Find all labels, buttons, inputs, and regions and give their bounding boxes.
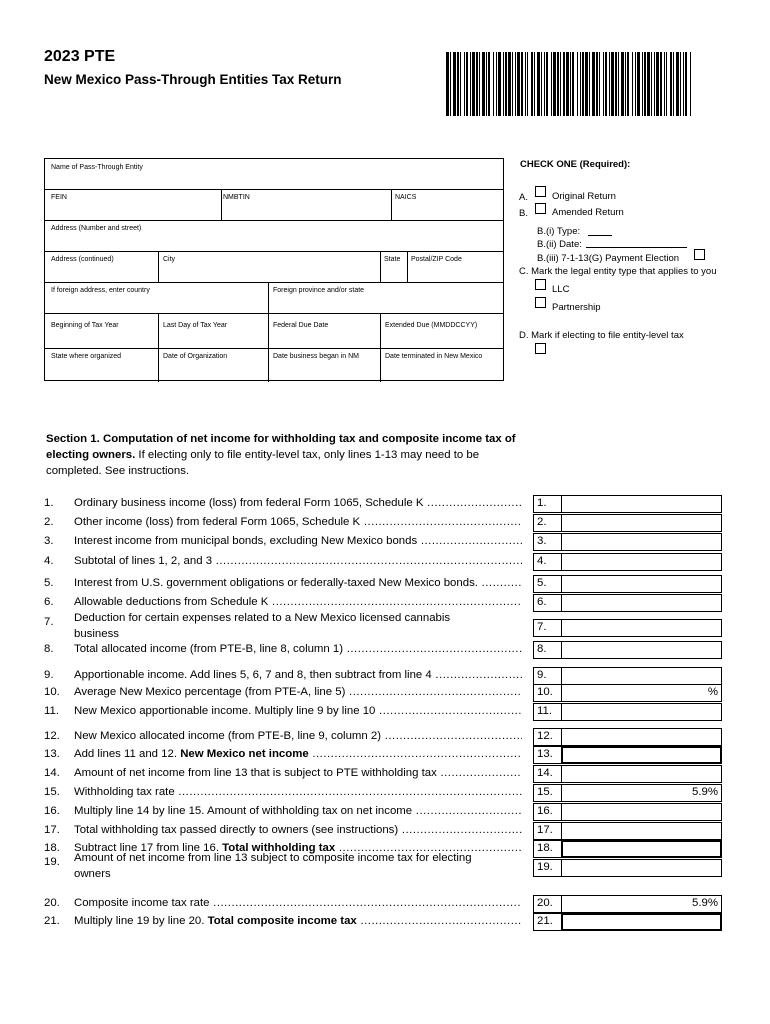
- barcode-bar: [683, 52, 684, 116]
- line-text: Apportionable income. Add lines 5, 6, 7 and 8, then subtract from line 4: [74, 669, 432, 681]
- line-text: Interest from U.S. government obligations or federally-taxed New Mexico bonds.: [74, 577, 478, 589]
- amended-date-field[interactable]: [586, 238, 687, 248]
- line-box-number: 15.: [533, 784, 562, 802]
- barcode-bar: [585, 52, 588, 116]
- line-description: [74, 705, 522, 717]
- line-number: 14.: [44, 767, 60, 779]
- line-box-number: 6.: [533, 594, 562, 612]
- llc-label: LLC: [552, 284, 570, 295]
- line-text: Amount of net income from line 13 subject to composite income tax for electing: [74, 852, 472, 864]
- barcode-bar: [476, 52, 478, 116]
- barcode-bar: [627, 52, 629, 116]
- barcode-bar: [486, 52, 487, 116]
- line-text: Ordinary business income (loss) from federal Form 1065, Schedule K: [74, 497, 424, 509]
- line-text: Deduction for certain expenses related to a New Mexico licensed cannabis: [74, 612, 451, 624]
- date-terminated-field[interactable]: Date terminated in New Mexico: [385, 353, 483, 360]
- state-field[interactable]: State: [384, 256, 401, 263]
- line-number: 2.: [44, 516, 54, 528]
- barcode-bar: [654, 52, 655, 116]
- barcode-bar: [690, 52, 691, 116]
- barcode-bar: [525, 52, 526, 116]
- barcode-bar: [482, 52, 485, 116]
- line-text: Average New Mexico percentage (from PTE-A, line 5): [74, 686, 346, 698]
- line-amount-field[interactable]: [561, 840, 722, 858]
- payment-election-checkbox[interactable]: [694, 249, 705, 260]
- address-field[interactable]: Address (Number and street): [51, 225, 142, 232]
- barcode-bar: [664, 52, 665, 116]
- line-box-number: 8.: [533, 641, 562, 659]
- line-text: Withholding tax rate: [74, 786, 175, 798]
- line-box-number: 14.: [533, 765, 562, 783]
- barcode-bar: [531, 52, 533, 116]
- barcode-bar: [460, 52, 461, 116]
- line-text: Total withholding tax passed directly to owners (see instructions): [74, 824, 399, 836]
- barcode-bar: [599, 52, 600, 116]
- line-amount-field[interactable]: 5.9%: [561, 784, 722, 802]
- naics-field[interactable]: NAICS: [395, 194, 417, 201]
- line-number: 1.: [44, 497, 54, 509]
- line-box-number: 11.: [533, 703, 562, 721]
- zip-field[interactable]: Postal/ZIP Code: [411, 256, 462, 263]
- barcode-bar: [589, 52, 590, 116]
- barcode-bar: [618, 52, 619, 116]
- barcode-bar: [566, 52, 569, 116]
- barcode-bar: [493, 52, 494, 116]
- line-text-bold: New Mexico net income: [180, 748, 309, 760]
- line-box-number: 9.: [533, 667, 562, 685]
- amended-return-label: Amended Return: [552, 207, 624, 218]
- line-description: [74, 748, 522, 760]
- barcode-bar: [541, 52, 542, 116]
- barcode-bar: [577, 52, 578, 116]
- barcode-bar: [464, 52, 465, 116]
- barcode-bar: [615, 52, 617, 116]
- line-box-number: 20.: [533, 895, 562, 913]
- state-organized-field[interactable]: State where organized: [51, 353, 122, 360]
- entity-info-box: [44, 158, 504, 381]
- line-amount-field[interactable]: [561, 495, 722, 513]
- partnership-checkbox[interactable]: [535, 297, 546, 308]
- barcode-bar: [632, 52, 633, 116]
- line-amount-field[interactable]: 5.9%: [561, 895, 722, 913]
- line-description: [74, 730, 522, 742]
- barcode-bar: [637, 52, 640, 116]
- barcode-bar: [666, 52, 667, 116]
- line-amount-field[interactable]: [561, 746, 722, 764]
- line-text: Allowable deductions from Schedule K: [74, 596, 269, 608]
- line-box-number: 12.: [533, 728, 562, 746]
- barcode-bar: [544, 52, 545, 116]
- line-box-number: 18.: [533, 840, 562, 858]
- entity-type-instruction: C. Mark the legal entity type that applies to you: [519, 266, 717, 277]
- section-1-title: [46, 431, 536, 479]
- line-amount-field[interactable]: [561, 703, 722, 721]
- line-number: 12.: [44, 730, 60, 742]
- line-number: 10.: [44, 686, 60, 698]
- line-box-number: 5.: [533, 575, 562, 593]
- nmbtin-field[interactable]: NMBTIN: [223, 194, 250, 201]
- barcode-bar: [446, 52, 449, 116]
- barcode-bar: [450, 52, 451, 116]
- barcode-bar: [521, 52, 523, 116]
- barcode-bar: [592, 52, 595, 116]
- line-description: [74, 767, 522, 779]
- barcode-bar: [527, 52, 528, 116]
- barcode-bar: [512, 52, 513, 116]
- line-description: [74, 577, 522, 589]
- line-description: [74, 805, 522, 817]
- line-box-number: 7.: [533, 619, 562, 637]
- barcode-bar: [611, 52, 614, 116]
- barcode-bar: [582, 52, 584, 116]
- barcode-bar: [508, 52, 511, 116]
- begin-tax-year-field[interactable]: Beginning of Tax Year: [51, 322, 119, 329]
- address-continued-field[interactable]: Address (continued): [51, 256, 114, 263]
- line-amount-field[interactable]: [561, 575, 722, 593]
- line-amount-field[interactable]: [561, 913, 722, 931]
- line-description: [74, 535, 522, 547]
- date-organization-field[interactable]: Date of Organization: [163, 353, 228, 360]
- line-text: Interest income from municipal bonds, excluding New Mexico bonds: [74, 535, 418, 547]
- barcode-bar: [676, 52, 679, 116]
- line-text: Subtotal of lines 1, 2, and 3: [74, 555, 213, 567]
- line-text: Composite income tax rate: [74, 897, 210, 909]
- federal-due-date-field[interactable]: Federal Due Date: [273, 322, 329, 329]
- partnership-label: Partnership: [552, 302, 601, 313]
- line-box-number: 1.: [533, 495, 562, 513]
- last-day-tax-year-field[interactable]: Last Day of Tax Year: [163, 322, 228, 329]
- line-text-continued: owners: [74, 868, 111, 880]
- line-text: Amount of net income from line 13 that is subject to PTE withholding tax: [74, 767, 437, 779]
- amended-type-field[interactable]: [588, 226, 612, 236]
- barcode-bar: [515, 52, 516, 116]
- line-amount-field[interactable]: [561, 765, 722, 783]
- line-text-bold: Total composite income tax: [207, 915, 357, 927]
- llc-checkbox[interactable]: [535, 279, 546, 290]
- barcode-bar: [605, 52, 607, 116]
- line-box-number: 10.: [533, 684, 562, 702]
- entity-level-tax-instruction: D. Mark if electing to file entity-level tax: [519, 330, 684, 341]
- line-number: 13.: [44, 748, 60, 760]
- line-box-number: 4.: [533, 553, 562, 571]
- barcode-bar: [453, 52, 456, 116]
- line-number: 3.: [44, 535, 54, 547]
- barcode-bar: [572, 52, 574, 116]
- amended-return-checkbox[interactable]: [535, 203, 546, 214]
- barcode-bar: [680, 52, 681, 116]
- line-text: Total allocated income (from PTE-B, line 8, column 1): [74, 643, 344, 655]
- city-field[interactable]: City: [163, 256, 176, 263]
- line-text: Other income (loss) from federal Form 1065, Schedule K: [74, 516, 361, 528]
- line-amount-field[interactable]: [561, 533, 722, 551]
- original-return-checkbox[interactable]: [535, 186, 546, 197]
- barcode-bar: [635, 52, 636, 116]
- line-number: 9.: [44, 669, 54, 681]
- entity-name-field[interactable]: Name of Pass-Through Entity: [51, 164, 143, 171]
- amended-date-label: B.(ii) Date:: [537, 239, 582, 250]
- barcode-bar: [609, 52, 610, 116]
- barcode-bar: [603, 52, 604, 116]
- barcode-bar: [472, 52, 475, 116]
- line-box-number: 17.: [533, 822, 562, 840]
- line-text: New Mexico apportionable income. Multiply line 9 by line 10: [74, 705, 376, 717]
- line-amount-field[interactable]: [561, 822, 722, 840]
- line-number: 18.: [44, 842, 60, 854]
- line-text-continued: business: [74, 628, 119, 640]
- line-description: [74, 686, 522, 698]
- barcode-bar: [537, 52, 540, 116]
- barcode-bar: [621, 52, 624, 116]
- form-year-title: 2023 PTE: [44, 48, 116, 65]
- line-amount-field[interactable]: [561, 728, 722, 746]
- line-number: 11.: [44, 705, 59, 717]
- line-number: 5.: [44, 577, 54, 589]
- option-a-letter: A.: [519, 192, 528, 203]
- line-number: 7.: [44, 616, 54, 628]
- barcode-bar: [505, 52, 507, 116]
- barcode-bar: [673, 52, 674, 116]
- barcode-bar: [546, 52, 548, 116]
- barcode-bar: [479, 52, 480, 116]
- foreign-country-field[interactable]: If foreign address, enter country: [51, 287, 150, 294]
- line-description: [74, 596, 522, 608]
- line-number: 19.: [44, 856, 60, 868]
- barcode-bar: [557, 52, 559, 116]
- line-amount-field[interactable]: [561, 514, 722, 532]
- line-amount-field[interactable]: [561, 619, 722, 637]
- barcode-bar: [570, 52, 571, 116]
- barcode: [446, 52, 692, 116]
- line-number: 21.: [44, 915, 60, 927]
- barcode-bar: [685, 52, 687, 116]
- barcode-bar: [466, 52, 468, 116]
- line-text: Add lines 11 and 12.: [74, 748, 181, 760]
- barcode-bar: [596, 52, 598, 116]
- section-1-title-rest: If electing only to file entity-level tax, only lines 1-13 may need to be completed. See instructions.: [46, 449, 480, 477]
- line-text: Multiply line 19 by line 20.: [74, 915, 208, 927]
- line-number: 15.: [44, 786, 60, 798]
- line-amount-field[interactable]: [561, 641, 722, 659]
- line-text: Subtract line 17 from line 16.: [74, 842, 223, 854]
- date-began-nm-field[interactable]: Date business began in NM: [273, 353, 359, 360]
- line-box-number: 2.: [533, 514, 562, 532]
- line-description: [74, 897, 522, 909]
- line-description: [74, 516, 522, 528]
- barcode-bar: [470, 52, 471, 116]
- line-description: [74, 669, 522, 681]
- section-1-title-bold: Section 1. Computation of net income for withholding tax and composite income tax of electing owners.: [46, 433, 516, 461]
- barcode-bar: [560, 52, 561, 116]
- original-return-label: Original Return: [552, 191, 616, 202]
- barcode-bar: [660, 52, 662, 116]
- line-description: [74, 824, 522, 836]
- option-b-letter: B.: [519, 208, 528, 219]
- barcode-bar: [534, 52, 535, 116]
- line-text-bold: Total withholding tax: [222, 842, 336, 854]
- check-one-title: CHECK ONE (Required):: [520, 159, 631, 170]
- line-text: New Mexico allocated income (from PTE-B, line 9, column 2): [74, 730, 382, 742]
- barcode-bar: [496, 52, 497, 116]
- line-description: [74, 786, 522, 798]
- barcode-bar: [651, 52, 652, 116]
- line-text: Multiply line 14 by line 15. Amount of withholding tax on net income: [74, 805, 413, 817]
- barcode-bar: [642, 52, 643, 116]
- barcode-bar: [625, 52, 626, 116]
- line-number: 17.: [44, 824, 60, 836]
- line-amount-field[interactable]: [561, 553, 722, 571]
- barcode-bar: [647, 52, 650, 116]
- line-amount-field[interactable]: [561, 803, 722, 821]
- foreign-province-field[interactable]: Foreign province and/or state: [273, 287, 365, 294]
- extended-due-field[interactable]: Extended Due (MMDDCCYY): [385, 322, 478, 329]
- line-number: 4.: [44, 555, 54, 567]
- line-number: 6.: [44, 596, 54, 608]
- line-box-number: 13.: [533, 746, 562, 764]
- line-description: [74, 497, 522, 509]
- barcode-bar: [551, 52, 552, 116]
- line-number: 20.: [44, 897, 60, 909]
- fein-field[interactable]: FEIN: [51, 194, 67, 201]
- barcode-bar: [503, 52, 504, 116]
- barcode-bar: [644, 52, 646, 116]
- line-box-number: 3.: [533, 533, 562, 551]
- line-description: [74, 643, 522, 655]
- barcode-bar: [517, 52, 520, 116]
- amended-type-label: B.(i) Type:: [537, 226, 581, 237]
- barcode-bar: [670, 52, 672, 116]
- line-description: [74, 850, 522, 882]
- barcode-bar: [563, 52, 565, 116]
- line-box-number: 16.: [533, 803, 562, 821]
- line-box-number: 19.: [533, 859, 562, 877]
- entity-level-tax-checkbox[interactable]: [535, 343, 546, 354]
- line-amount-field[interactable]: [561, 594, 722, 612]
- line-amount-field[interactable]: [561, 859, 722, 877]
- line-amount-field[interactable]: [561, 667, 722, 685]
- form-title: New Mexico Pass-Through Entities Tax Return: [44, 72, 342, 87]
- barcode-bar: [457, 52, 459, 116]
- barcode-bar: [580, 52, 581, 116]
- line-description: [74, 915, 522, 927]
- barcode-bar: [498, 52, 501, 116]
- line-amount-field[interactable]: %: [561, 684, 722, 702]
- payment-election-label: B.(iii) 7-1-13(G) Payment Election: [537, 253, 680, 264]
- line-description: [74, 610, 522, 642]
- line-box-number: 21.: [533, 913, 562, 931]
- line-description: [74, 555, 522, 567]
- barcode-bar: [553, 52, 556, 116]
- barcode-bar: [656, 52, 659, 116]
- line-number: 16.: [44, 805, 60, 817]
- barcode-bar: [488, 52, 490, 116]
- line-number: 8.: [44, 643, 54, 655]
